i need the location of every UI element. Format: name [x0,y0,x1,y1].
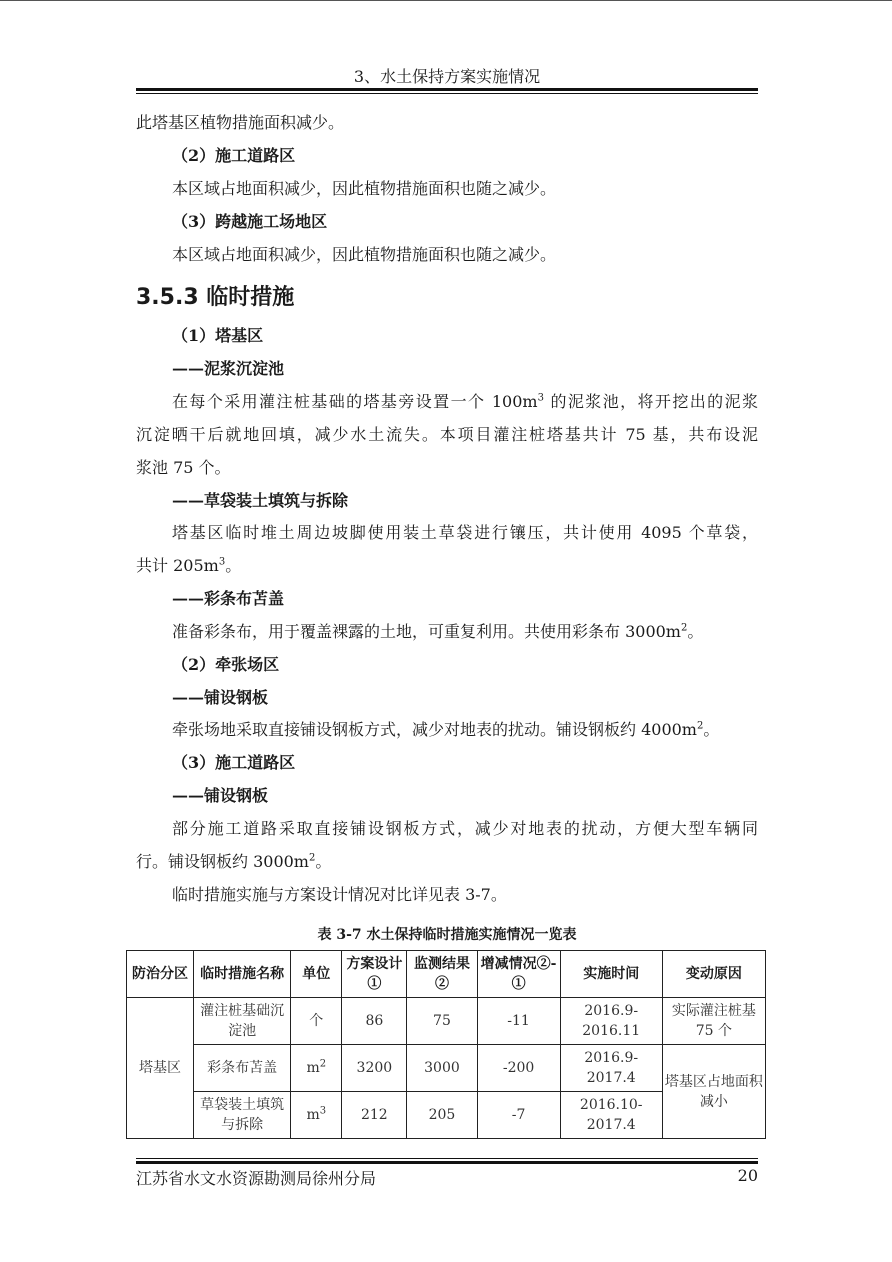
subheading-road-area-2: （3）施工道路区 [172,753,296,772]
cell-time: 2016.9-2017.4 [560,1045,662,1092]
cell-monitor: 75 [407,998,477,1045]
page-top-border [0,0,892,1]
paragraph-bags-line2: 共计 $205m^3$。 [136,556,242,575]
paragraph-steel-plate-1: 牵张场地采取直接铺设钢板方式，减少对地表的扰动。铺设钢板约 $4000m^2$。 [172,720,720,739]
footer-rule-thick [136,1161,758,1164]
item-steel-plate-2: ——铺设钢板 [172,786,269,805]
cell-unit: $m^3$ [291,1092,342,1139]
paragraph-crossing-area: 本区域占地面积减少，因此植物措施面积也随之减少。 [172,245,557,264]
col-header-measure: 临时措施名称 [194,951,291,998]
cell-time: 2016.10-2017.4 [560,1092,662,1139]
cell-change: -7 [477,1092,560,1139]
paragraph-bags-line1: 塔基区临时堆土周边坡脚使用装土草袋进行镶压，共计使用 4095 个草袋， [172,523,758,542]
cell-change: -11 [477,998,560,1045]
paragraph-steel-plate-2-line1: 部分施工道路采取直接铺设钢板方式，减少对地表的扰动，方便大型车辆同 [172,819,758,838]
table-caption: 表 3-7 水土保持临时措施实施情况一览表 [317,927,577,943]
col-header-design: 方案设计① [342,951,407,998]
col-header-unit: 单位 [291,951,342,998]
cell-measure: 草袋装土填筑与拆除 [194,1092,291,1139]
section-heading: 3.5.3 临时措施 [136,285,295,310]
item-tarp-cover: ——彩条布苫盖 [172,589,285,608]
paragraph-continuation: 此塔基区植物措施面积减少。 [136,113,345,132]
paragraph-tarp: 准备彩条布，用于覆盖裸露的土地，可重复利用。共使用彩条布 $3000m^2$。 [172,622,704,641]
item-straw-bags: ——草袋装土填筑与拆除 [172,491,349,510]
cell-monitor: 205 [407,1092,477,1139]
col-header-change: 增减情况②-① [477,951,560,998]
paragraph-table-reference: 临时措施实施与方案设计情况对比详见表 3-7。 [172,885,507,904]
cell-design: 212 [342,1092,407,1139]
cell-reason: 塔基区占地面积减小 [662,1045,765,1139]
temporary-measures-table [126,950,766,1139]
subheading-crossing-area: （3）跨越施工场地区 [172,212,328,231]
running-header: 3、水土保持方案实施情况 [353,67,541,86]
col-header-area: 防治分区 [127,951,194,998]
footer-rule-thin [136,1158,758,1159]
cell-measure: 彩条布苫盖 [194,1045,291,1092]
subheading-tower-area: （1）塔基区 [172,326,264,345]
col-header-time: 实施时间 [560,951,662,998]
col-header-monitor: 监测结果② [407,951,477,998]
paragraph-road-area: 本区域占地面积减少，因此植物措施面积也随之减少。 [172,179,557,198]
cell-unit: $m^2$ [291,1045,342,1092]
paragraph-mud-line1: 在每个采用灌注桩基础的塔基旁设置一个 $100m^3$ 的泥浆池，将开挖出的泥浆 [172,392,758,411]
header-rule-thick [136,88,758,91]
cell-measure: 灌注桩基础沉淀池 [194,998,291,1045]
header-rule-thin [136,93,758,94]
cell-unit: 个 [291,998,342,1045]
cell-monitor: 3000 [407,1045,477,1092]
item-mud-pool: ——泥浆沉淀池 [172,359,285,378]
table-row [127,1045,766,1092]
cell-change: -200 [477,1045,560,1092]
subheading-tension-area: （2）牵张场区 [172,655,280,674]
cell-design: 86 [342,998,407,1045]
cell-design: 3200 [342,1045,407,1092]
subheading-road-area: （2）施工道路区 [172,146,296,165]
paragraph-mud-line2: 沉淀晒干后就地回填，减少水土流失。本项目灌注桩塔基共计 75 基，共布设泥 [136,425,758,444]
cell-reason: 实际灌注桩基 75 个 [662,998,765,1045]
table-header-row [127,951,766,998]
cell-area: 塔基区 [127,998,194,1139]
table-row [127,998,766,1045]
paragraph-steel-plate-2-line2: 行。铺设钢板约 $3000m^2$。 [136,852,332,871]
col-header-reason: 变动原因 [662,951,765,998]
footer-organization: 江苏省水文水资源勘测局徐州分局 [136,1169,377,1188]
page-number: 20 [737,1166,758,1185]
cell-time: 2016.9-2016.11 [560,998,662,1045]
paragraph-mud-line3: 浆池 75 个。 [136,458,231,477]
item-steel-plate-1: ——铺设钢板 [172,688,269,707]
